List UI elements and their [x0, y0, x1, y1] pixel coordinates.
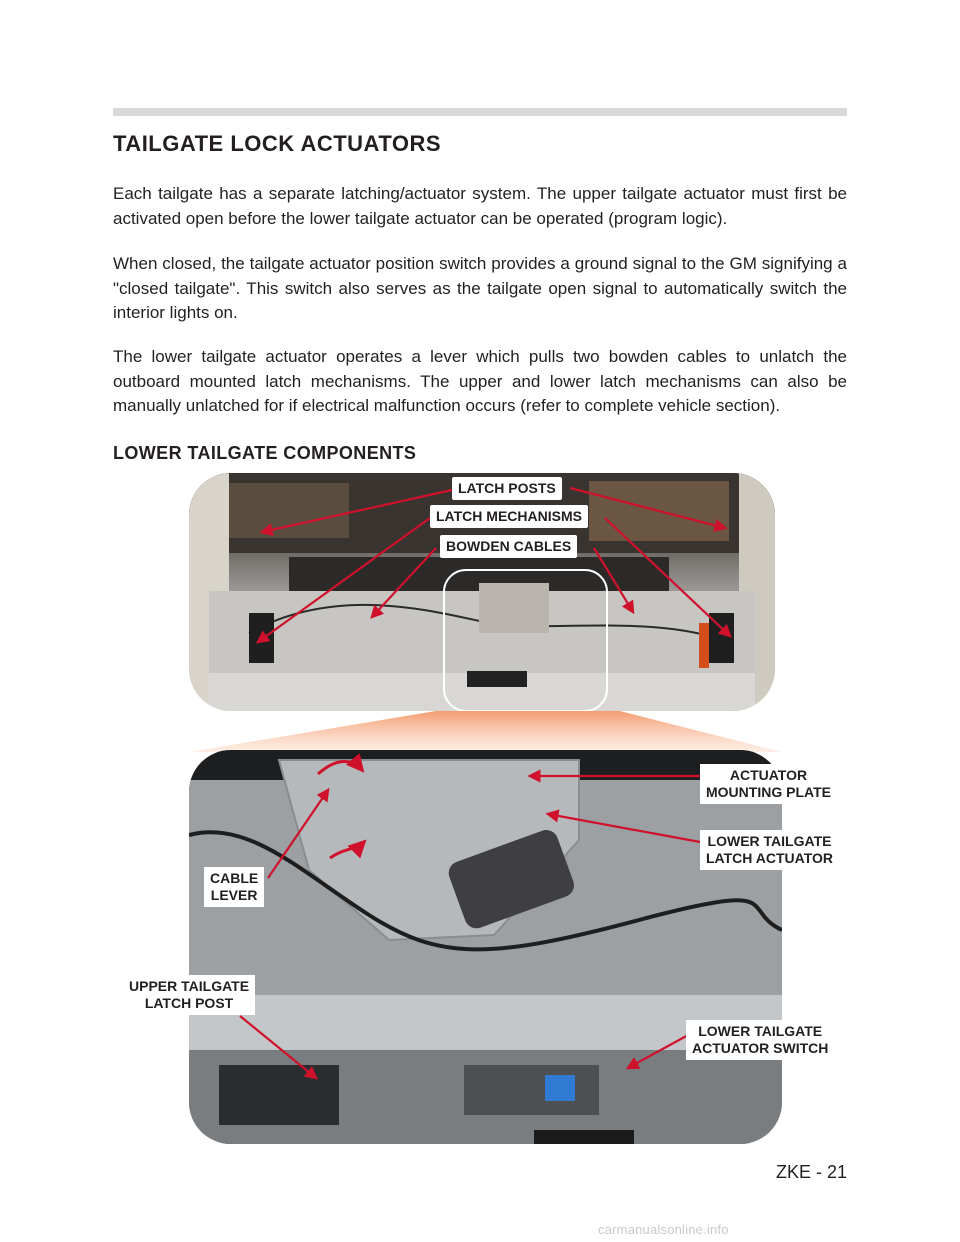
arrow-bowden-cable-right: [594, 548, 633, 612]
page-number: ZKE - 21: [775, 1162, 847, 1182]
label-bowden-cables: BOWDEN CABLES: [440, 535, 577, 558]
arrow-bowden-cable-left: [372, 548, 436, 617]
label-lower-tailgate-actuator-switch: LOWER TAILGATE ACTUATOR SWITCH: [686, 1020, 834, 1060]
label-latch-mechanisms: LATCH MECHANISMS: [430, 505, 588, 528]
label-cable-lever: CABLE LEVER: [204, 867, 264, 907]
arrow-latch-actuator: [548, 814, 700, 842]
arrow-latch-post-left: [262, 490, 452, 532]
label-actuator-mounting-plate: ACTUATOR MOUNTING PLATE: [700, 764, 837, 804]
paragraph-2: When closed, the tailgate actuator position switch provides a ground signal to the GM signifying a "closed tailgate". This switch also serves as the tailgate open signal to automatically switch the interior lights on.: [113, 254, 847, 322]
label-upper-tailgate-latch-post: UPPER TAILGATE LATCH POST: [123, 975, 255, 1015]
label-lower-tailgate-latch-actuator: LOWER TAILGATE LATCH ACTUATOR: [700, 830, 839, 870]
page-title: TAILGATE LOCK ACTUATORS: [113, 131, 442, 156]
paragraph-1: Each tailgate has a separate latching/actuator system. The upper tailgate actuator must first be activated open before the lower tailgate actuator can be operated (program logic).: [113, 184, 847, 228]
arrow-upper-latch-post: [240, 1016, 316, 1078]
motion-arrow-upper: [318, 761, 362, 774]
arrow-latch-mechanism-left: [258, 518, 430, 642]
arrow-actuator-switch: [628, 1034, 690, 1068]
motion-arrow-lower: [330, 842, 364, 858]
arrow-latch-mechanism-right: [605, 518, 730, 636]
arrow-cable-lever: [268, 790, 328, 878]
watermark: carmanualsonline.info: [598, 1222, 729, 1237]
label-latch-posts: LATCH POSTS: [452, 477, 562, 500]
paragraph-3: The lower tailgate actuator operates a lever which pulls two bowden cables to unlatch the outboard mounted latch mechanisms. The upper and lower latch mechanisms can also be manually unlatched for if electrical malfunction occurs (refer to complete vehicle section).: [113, 347, 847, 415]
section-heading: LOWER TAILGATE COMPONENTS: [113, 443, 417, 463]
arrow-latch-post-right: [570, 488, 725, 528]
